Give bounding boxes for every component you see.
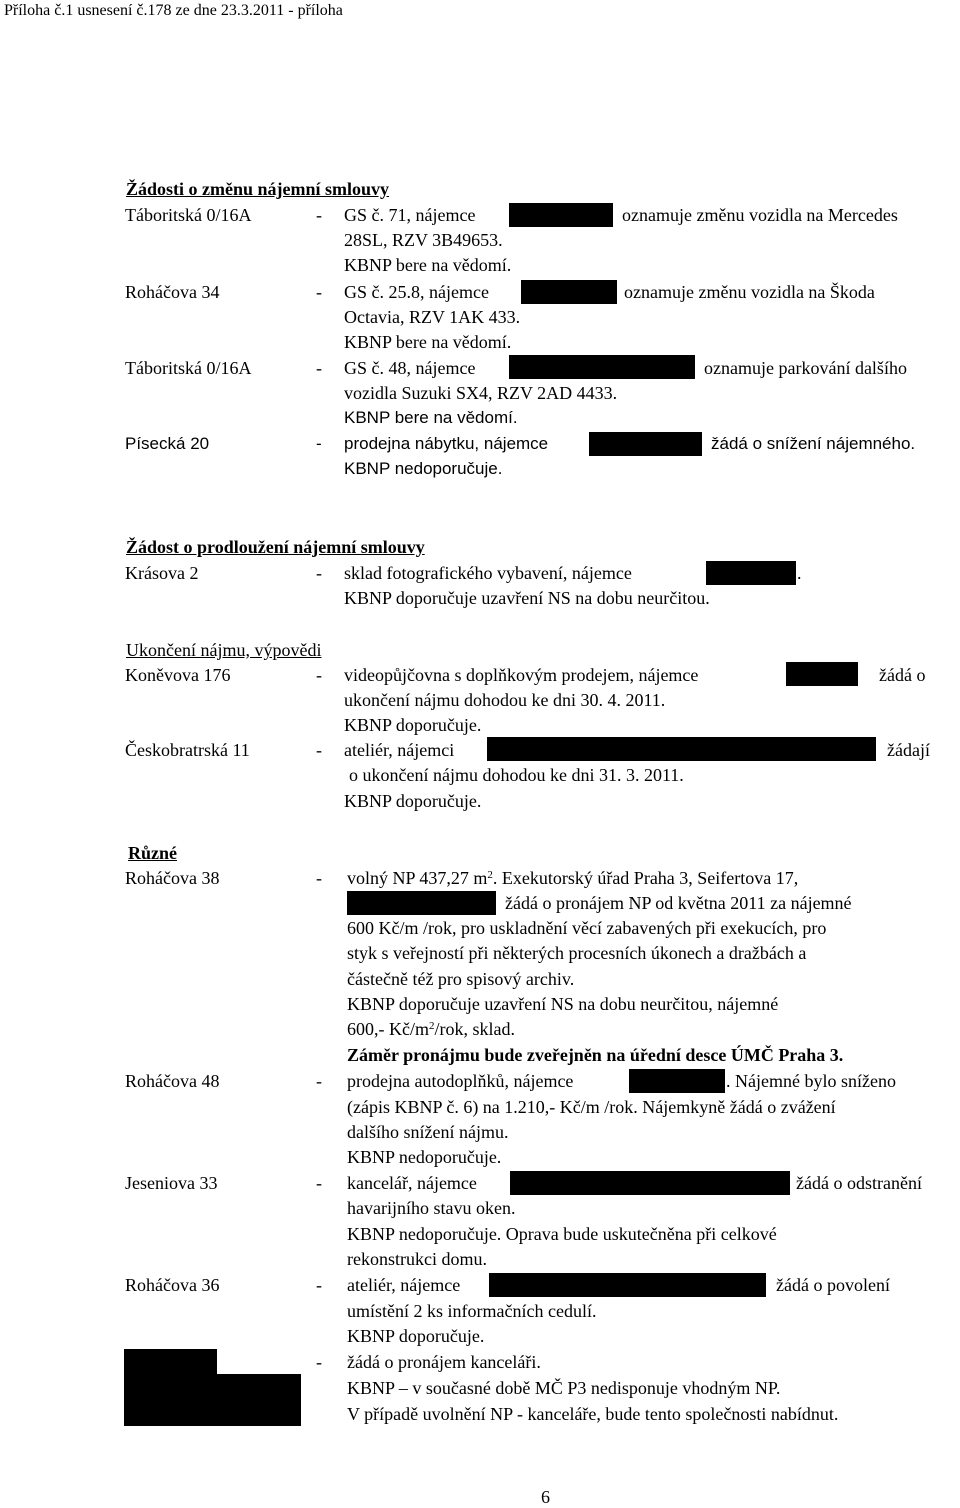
entry-text: GS č. 48, nájemce xyxy=(344,358,476,378)
redaction-box xyxy=(706,561,796,585)
section-title-zmena: Žádosti o změnu nájemní smlouvy xyxy=(126,179,390,199)
entry-address: Českobratrská 11 xyxy=(125,740,250,760)
entry-text: KBNP bere na vědomí. xyxy=(344,332,512,352)
entry-text: žádá o pronájem NP od května 2011 za nájemné xyxy=(505,893,852,913)
superscript: 2 xyxy=(428,1020,435,1032)
entry-address: Roháčova 38 xyxy=(125,868,220,888)
entry-text: KBNP nedoporučuje. xyxy=(344,459,503,478)
entry-text: ateliér, nájemce xyxy=(347,1275,461,1295)
entry-text: . xyxy=(797,563,802,583)
entry-address: Táboritská 0/16A xyxy=(125,205,252,225)
redaction-box xyxy=(509,203,613,227)
entry-address: Krásova 2 xyxy=(125,563,199,583)
entry-dash: - xyxy=(316,358,322,378)
superscript: 2 xyxy=(487,869,493,881)
entry-text: prodejna autodoplňků, nájemce xyxy=(347,1071,574,1091)
entry-text: havarijního stavu oken. xyxy=(347,1198,516,1218)
redaction-box xyxy=(487,737,876,761)
entry-text: KBNP bere na vědomí. xyxy=(344,255,512,275)
entry-dash: - xyxy=(316,282,322,302)
entry-text: KBNP doporučuje. xyxy=(347,1326,485,1346)
entry-text: styk s veřejností při některých procesních úkonech a dražbách a xyxy=(347,943,807,963)
entry-text: prodejna nábytku, nájemce xyxy=(344,434,549,453)
redaction-box xyxy=(589,432,702,456)
entry-text: vozidla Suzuki SX4, RZV 2AD 4433. xyxy=(344,383,618,403)
entry-text: videopůjčovna s doplňkovým prodejem, nájemce xyxy=(344,665,699,685)
entry-text: žádá o odstranění xyxy=(796,1173,922,1193)
section-title-ukonceni: Ukončení nájmu, výpovědi xyxy=(126,640,322,660)
section-title-prodlouzeni: Žádost o prodloužení nájemní smlouvy xyxy=(126,537,425,557)
entry-text: dalšího snížení nájmu. xyxy=(347,1122,509,1142)
entry-address: Roháčova 36 xyxy=(125,1275,220,1295)
entry-text: sklad fotografického vybavení, nájemce xyxy=(344,563,632,583)
entry-text: KBNP bere na vědomí. xyxy=(344,408,518,427)
redaction-box xyxy=(509,355,695,379)
entry-notice: Záměr pronájmu bude zveřejněn na úřední desce ÚMČ Praha 3. xyxy=(347,1045,844,1065)
entry-text: žádá o povolení xyxy=(776,1275,890,1295)
entry-dash: - xyxy=(316,563,322,583)
redaction-box xyxy=(786,662,858,686)
entry-text: žádá o pronájem kanceláři. xyxy=(347,1352,541,1372)
entry-text: 600 Kč/m /rok, pro uskladnění věcí zabavených při exekucích, pro xyxy=(347,918,827,938)
entry-text: žádá o snížení nájemného. xyxy=(711,434,916,453)
entry-text: oznamuje změnu vozidla na Mercedes xyxy=(622,205,898,225)
entry-text: o ukončení nájmu dohodou ke dni 31. 3. 2011. xyxy=(349,765,684,785)
entry-text: GS č. 71, nájemce xyxy=(344,205,476,225)
redaction-box xyxy=(489,1273,766,1297)
entry-text: umístění 2 ks informačních cedulí. xyxy=(347,1301,597,1321)
redaction-box xyxy=(510,1171,790,1195)
entry-text: rekonstrukci domu. xyxy=(347,1249,487,1269)
entry-text: Octavia, RZV 1AK 433. xyxy=(344,307,521,327)
entry-text: 28SL, RZV 3B49653. xyxy=(344,230,503,250)
entry-text: (zápis KBNP č. 6) na 1.210,- Kč/m /rok. Nájemkyně žádá o zvážení xyxy=(347,1097,836,1117)
entry-text: KBNP – v současné době MČ P3 nedisponuje vhodným NP. xyxy=(347,1378,781,1398)
section-title-ruzne: Různé xyxy=(128,843,177,863)
entry-text: žádají xyxy=(887,740,930,760)
entry-dash: - xyxy=(316,740,322,760)
entry-dash: - xyxy=(316,1352,322,1372)
entry-dash: - xyxy=(316,1071,322,1091)
entry-text: KBNP doporučuje. xyxy=(344,715,482,735)
entry-text: V případě uvolnění NP - kanceláře, bude tento společnosti nabídnut. xyxy=(347,1404,839,1424)
redaction-box xyxy=(347,891,496,915)
entry-text: KBNP doporučuje uzavření NS na dobu neurčitou, nájemné xyxy=(347,994,779,1014)
entry-text: KBNP doporučuje. xyxy=(344,791,482,811)
redaction-box xyxy=(124,1349,217,1376)
redaction-box xyxy=(629,1069,725,1093)
entry-text: ukončení nájmu dohodou ke dni 30. 4. 2011. xyxy=(344,690,666,710)
entry-text: volný NP 437,27 $m^2$. Exekutorský úřad Praha 3, Seifertova 17, xyxy=(347,868,799,888)
entry-text: KBNP nedoporučuje. Oprava bude uskutečněna při celkové xyxy=(347,1224,777,1244)
entry-address: Písecká 20 xyxy=(125,434,210,453)
entry-text: oznamuje změnu vozidla na Škoda xyxy=(624,282,875,302)
entry-dash: - xyxy=(316,1173,322,1193)
entry-text: GS č. 25.8, nájemce xyxy=(344,282,489,302)
entry-text: KBNP doporučuje uzavření NS na dobu neurčitou. xyxy=(344,588,710,608)
entry-text: částečně též pro spisový archiv. xyxy=(347,969,575,989)
entry-text: . Nájemné bylo sníženo xyxy=(726,1071,896,1091)
page-header: Příloha č.1 usnesení č.178 ze dne 23.3.2011 - příloha xyxy=(4,2,343,19)
entry-dash: - xyxy=(316,868,322,888)
entry-address: Koněvova 176 xyxy=(125,665,231,685)
entry-address: Táboritská 0/16A xyxy=(125,358,252,378)
entry-address: Jeseniova 33 xyxy=(125,1173,218,1193)
entry-dash: - xyxy=(316,1275,322,1295)
entry-text: oznamuje parkování dalšího xyxy=(704,358,907,378)
page-number: 6 xyxy=(541,1487,550,1507)
entry-text: KBNP nedoporučuje. xyxy=(347,1147,502,1167)
entry-dash: - xyxy=(316,434,322,453)
entry-text: ateliér, nájemci xyxy=(344,740,455,760)
entry-dash: - xyxy=(316,665,322,685)
entry-text: 600,- $Kč/m^2$/rok, sklad. xyxy=(347,1019,515,1039)
entry-text: žádá o xyxy=(879,665,926,685)
entry-text: kancelář, nájemce xyxy=(347,1173,477,1193)
redaction-box xyxy=(124,1374,301,1426)
redaction-box xyxy=(521,280,617,304)
entry-dash: - xyxy=(316,205,322,225)
entry-address: Roháčova 48 xyxy=(125,1071,220,1091)
entry-address: Roháčova 34 xyxy=(125,282,220,302)
